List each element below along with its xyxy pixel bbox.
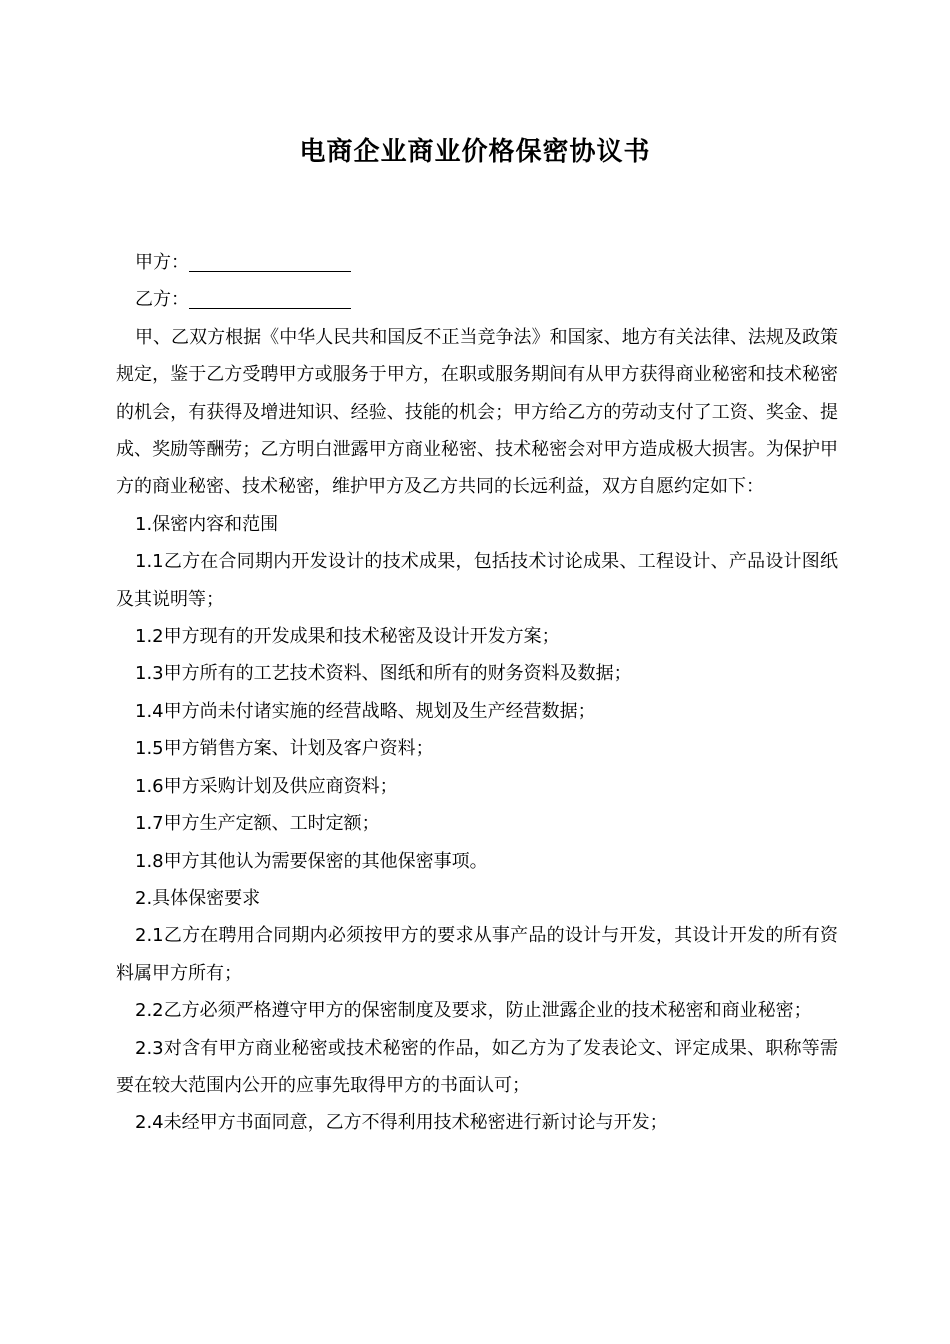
party-b-label: 乙方：: [135, 289, 189, 311]
clause-2-2: 2.2乙方必须严格遵守甲方的保密制度及要求，防止泄露企业的技术秘密和商业秘密；: [135, 1000, 812, 1022]
clause-1-2: 1.2甲方现有的开发成果和技术秘密及设计开发方案；: [135, 626, 560, 648]
clause-1-8: 1.8甲方其他认为需要保密的其他保密事项。: [135, 850, 488, 872]
party-a-blank: [189, 249, 351, 272]
clause-1-1: 1.1乙方在合同期内开发设计的技术成果，包括技术讨论成果、工程设计、产品设计图纸及其说明等；: [116, 551, 838, 610]
clause-2-1: 2.1乙方在聘用合同期内必须按甲方的要求从事产品的设计与开发，其设计开发的所有资料属甲方所有；: [116, 925, 838, 984]
document-title: 电商企业商业价格保密协议书: [299, 137, 651, 167]
clause-1-4: 1.4甲方尚未付诸实施的经营战略、规划及生产经营数据；: [135, 700, 596, 722]
clause-1-6: 1.6甲方采购计划及供应商资料；: [135, 775, 398, 797]
clause-1-7: 1.7甲方生产定额、工时定额；: [135, 813, 380, 835]
party-b-line: [116, 281, 838, 318]
party-a-line: [116, 244, 838, 281]
intro-paragraph: 甲、乙双方根据《中华人民共和国反不正当竞争法》和国家、地方有关法律、法规及政策规定，鉴于乙方受聘甲方或服务于甲方，在职或服务期间有从甲方获得商业秘密和技术秘密的机会，有获得及增进知识、经验、技能的机会；甲方给乙方的劳动支付了工资、奖金、提成、奖励等酬劳；乙方明白泄露甲方商业秘密、技术秘密会对甲方造成极大损害。为保护甲方的商业秘密、技术秘密，维护甲方及乙方共同的长远利益，双方自愿约定如下：: [116, 326, 838, 498]
clause-1-3: 1.3甲方所有的工艺技术资料、图纸和所有的财务资料及数据；: [135, 663, 632, 685]
clause-2-4: 2.4未经甲方书面同意，乙方不得利用技术秘密进行新讨论与开发；: [135, 1112, 668, 1134]
section-heading-2: 2.具体保密要求: [135, 887, 261, 909]
clause-2-3: 2.3对含有甲方商业秘密或技术秘密的作品，如乙方为了发表论文、评定成果、职称等需要在较大范围内公开的应事先取得甲方的书面认可；: [116, 1037, 838, 1096]
section-heading-1: 1.保密内容和范围: [135, 513, 279, 535]
clause-1-5: 1.5甲方销售方案、计划及客户资料；: [135, 738, 434, 760]
party-a-label: 甲方：: [135, 252, 189, 273]
party-b-blank: [189, 286, 351, 309]
document-body: [116, 244, 838, 1142]
